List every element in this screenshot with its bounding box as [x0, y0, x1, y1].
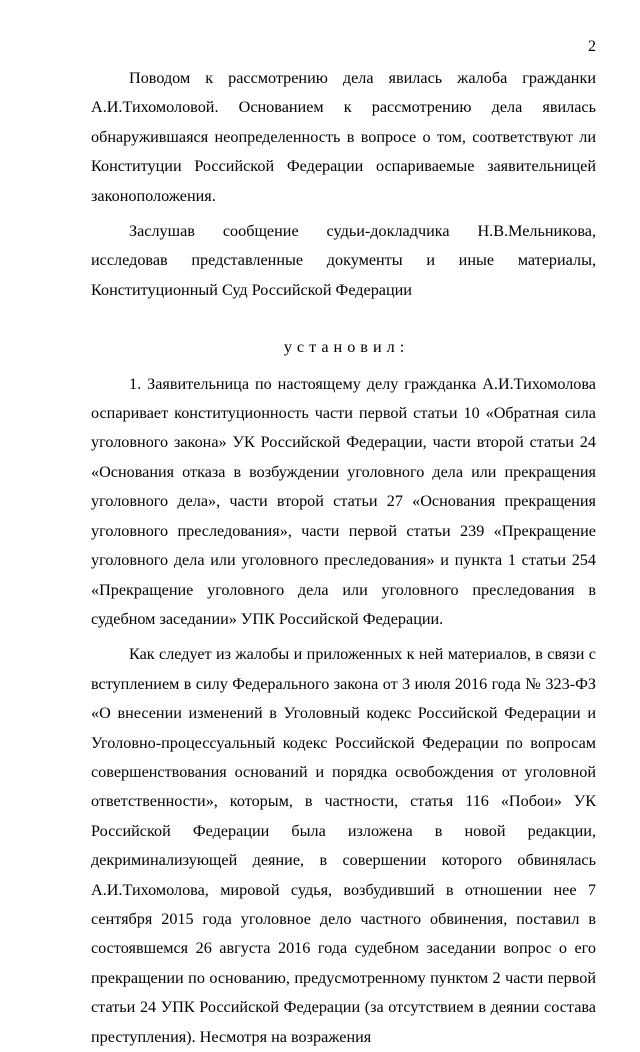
page-number: 2	[588, 38, 596, 55]
paragraph-case-circumstances: Как следует из жалобы и приложенных к ней материалов, в связи с вступлением в силу Федерального закона от 3 июля 2016 года № 323-ФЗ «О внесении изменений в Уголовный кодекс Российской Федерации и Уголовно-процессуальный кодекс Российской Федерации по вопросам совершенствования оснований и порядка освобождения от уголовной ответственности», которым, в частности, статья 116 «Побои» УК Российской Федерации была изложена в новой редакции, декриминализующей деяние, в совершении которого обвинялась А.И.Тихомолова, мировой судья, возбудивший в отношении нее 7 сентября 2015 года уголовное дело частного обвинения, поставил в состоявшемся 26 августа 2016 года судебном заседании вопрос о его прекращении по основанию, предусмотренному пунктом 2 части первой статьи 24 УПК Российской Федерации (за отсутствием в деянии состава преступления). Несмотря на возражения	[91, 645, 596, 1046]
section-heading: установил:	[283, 338, 410, 357]
paragraph-hearing-summary: Заслушав сообщение судьи-докладчика Н.В.Мельникова, исследовав представленные документы и иные материалы, Конституционный Суд Российской Федерации	[91, 222, 596, 299]
document-body	[91, 64, 596, 1052]
paragraph-complaint-grounds: Поводом к рассмотрению дела явилась жалоба гражданки А.И.Тихомоловой. Основанием к рассмотрению дела явилась обнаружившаяся неопределенность в вопросе о том, соответствуют ли Конституции Российской Федерации оспариваемые заявительницей законоположения.	[91, 69, 596, 205]
paragraph-contested-provisions: 1. Заявительница по настоящему делу гражданка А.И.Тихомолова оспаривает конституционность части первой статьи 10 «Обратная сила уголовного закона» УК Российской Федерации, части второй статьи 24 «Основания отказа в возбуждении уголовного дела или прекращения уголовного дела», части второй статьи 27 «Основания прекращения уголовного преследования», части первой статьи 239 «Прекращение уголовного дела или уголовного преследования» и пункта 1 статьи 254 «Прекращение уголовного дела или уголовного преследования в судебном заседании» УПК Российской Федерации.	[91, 374, 596, 628]
